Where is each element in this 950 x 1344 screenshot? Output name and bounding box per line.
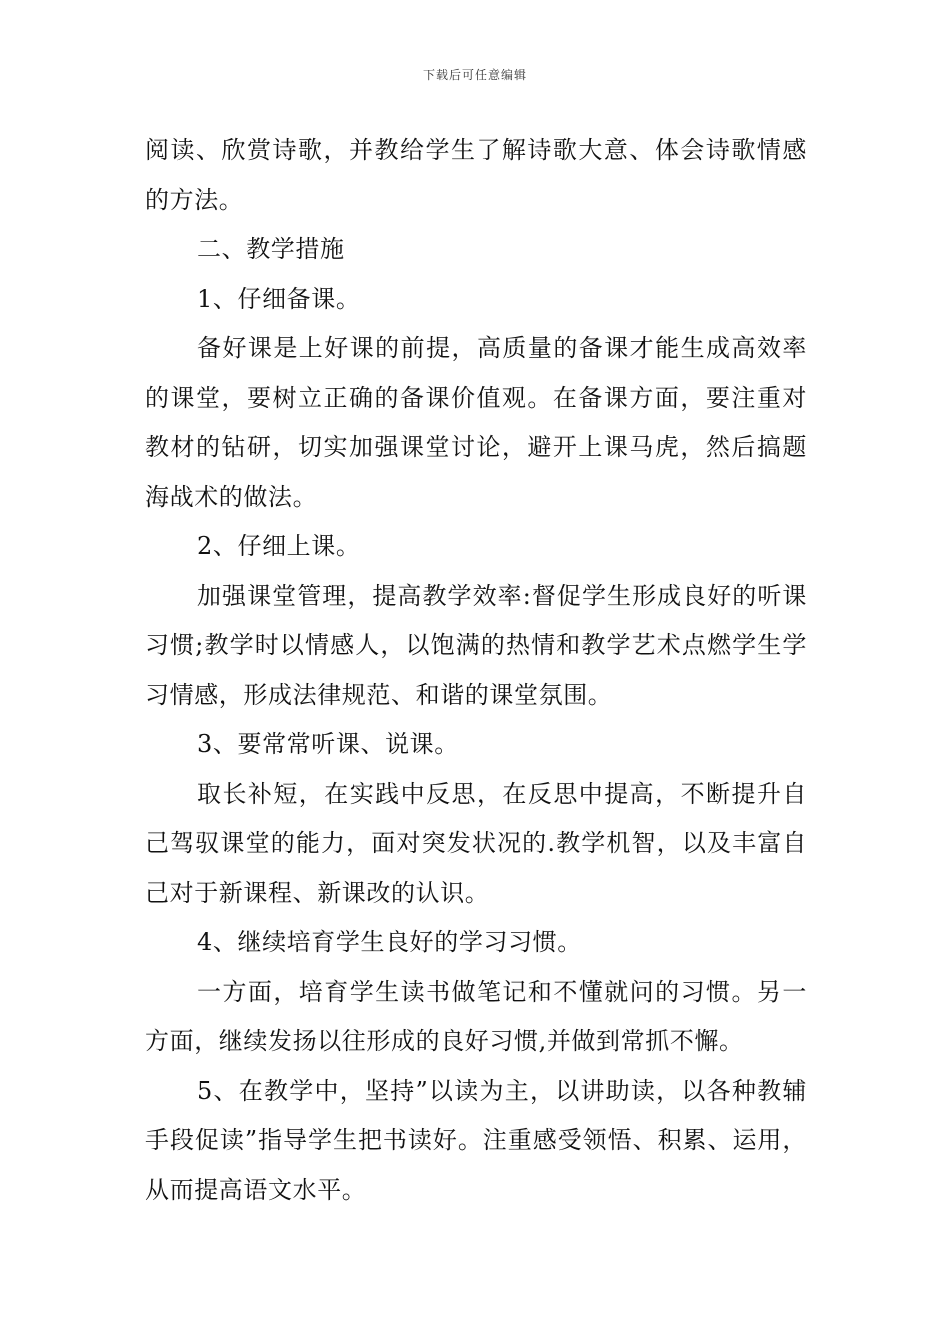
document-body xyxy=(145,126,807,1215)
paragraph-observe: 取长补短，在实践中反思，在反思中提高，不断提升自己驾驭课堂的能力，面对突发状况的.教学机智，以及丰富自己对于新课程、新课改的认识。 xyxy=(145,779,807,907)
page-header: 下载后可任意编辑 xyxy=(422,68,527,82)
paragraph-reading: 5、在教学中，坚持”以读为主，以讲助读，以各种教辅手段促读”指导学生把书读好。注重感受领悟、积累、运用，从而提高语文水平。 xyxy=(145,1076,807,1204)
paragraph-lesson-prep: 备好课是上好课的前提，高质量的备课才能生成高效率的课堂，要树立正确的备课价值观。在备课方面，要注重对教材的钻研，切实加强课堂讨论，避开上课马虎，然后搞题海战术的做法。 xyxy=(145,334,807,511)
subheading-observe: 3、要常常听课、说课。 xyxy=(197,730,459,758)
subheading-teaching: 2、仔细上课。 xyxy=(197,532,361,560)
subheading-habits: 4、继续培育学生良好的学习习惯。 xyxy=(197,928,582,956)
paragraph-1: 阅读、欣赏诗歌，并教给学生了解诗歌大意、体会诗歌情感的方法。 xyxy=(145,136,807,214)
paragraph-habits: 一方面，培育学生读书做笔记和不懂就问的习惯。另一方面，继续发扬以往形成的良好习惯,并做到常抓不懈。 xyxy=(145,977,807,1055)
section-heading-teaching-measures: 二、教学措施 xyxy=(197,235,345,263)
paragraph-teaching: 加强课堂管理，提高教学效率:督促学生形成良好的听课习惯;教学时以情感人，以饱满的热情和教学艺术点燃学生学习情感，形成法律规范、和谐的课堂氛围。 xyxy=(145,581,807,709)
subheading-lesson-prep: 1、仔细备课。 xyxy=(197,284,361,313)
